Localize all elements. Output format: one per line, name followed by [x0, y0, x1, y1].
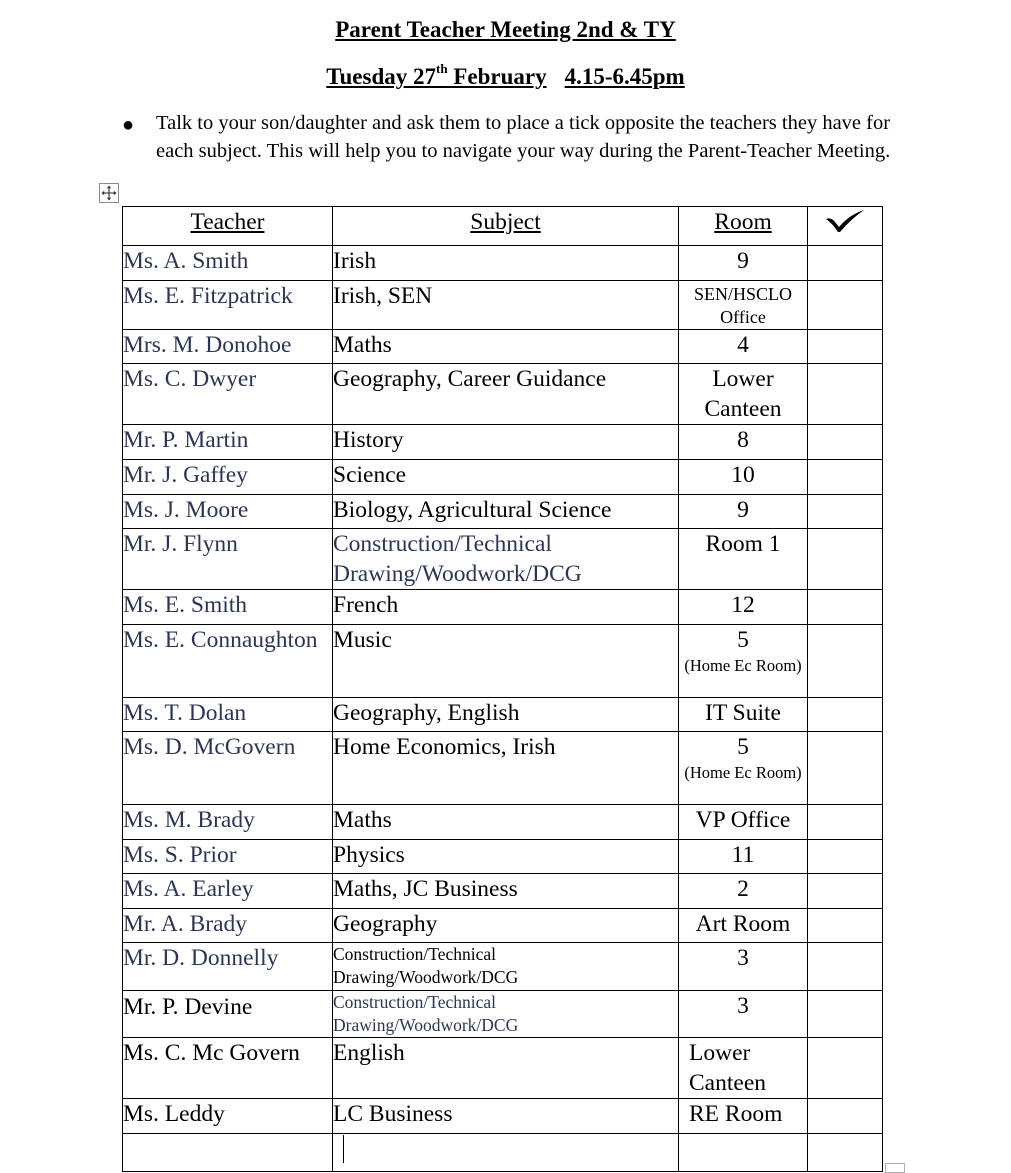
teacher-cell[interactable]: [123, 1134, 333, 1172]
teacher-cell: Ms. D. McGovern: [123, 732, 333, 805]
table-row: [123, 698, 883, 732]
table-row: [123, 281, 883, 330]
room-cell: 9: [679, 246, 808, 281]
room-cell: 8: [679, 425, 808, 460]
table-row: [123, 425, 883, 460]
tick-cell[interactable]: [808, 529, 883, 590]
date-ordinal-suffix: th: [436, 61, 448, 77]
table-row: [123, 529, 883, 590]
teacher-cell: Mrs. M. Donohoe: [123, 330, 333, 364]
date-rest: February: [447, 64, 547, 89]
table-row: [123, 246, 883, 281]
table-row: [123, 1134, 883, 1172]
teacher-cell: Ms. S. Prior: [123, 840, 333, 874]
meeting-time: 4.15-6.45pm: [564, 64, 685, 89]
table-row: [123, 840, 883, 874]
teacher-cell: Ms. A. Smith: [123, 246, 333, 281]
subject-cell: Irish: [333, 246, 679, 281]
room-cell: Lower Canteen: [679, 364, 808, 425]
tick-cell[interactable]: [808, 1134, 883, 1172]
tick-cell[interactable]: [808, 246, 883, 281]
room-cell: 4: [679, 330, 808, 364]
page-title: [0, 16, 1011, 44]
checkmark-icon: [823, 207, 867, 233]
subject-cell[interactable]: [333, 1134, 679, 1172]
header-subject: Subject: [333, 207, 679, 246]
subject-cell: English: [333, 1038, 679, 1099]
tick-cell[interactable]: [808, 364, 883, 425]
teacher-cell: Ms. C. Dwyer: [123, 364, 333, 425]
table-row: [123, 364, 883, 425]
room-cell: 10: [679, 460, 808, 495]
room-cell: 11: [679, 840, 808, 874]
room-cell[interactable]: [679, 1134, 808, 1172]
teacher-table: [122, 206, 883, 1172]
subject-cell: History: [333, 425, 679, 460]
room-cell: VP Office: [679, 805, 808, 840]
subject-cell: Biology, Agricultural Science: [333, 495, 679, 529]
subject-cell: Maths: [333, 330, 679, 364]
title-text: Parent Teacher Meeting 2nd & TY: [335, 17, 676, 42]
tick-cell[interactable]: [808, 330, 883, 364]
text-cursor: [343, 1135, 344, 1163]
room-cell: 12: [679, 590, 808, 625]
tick-cell[interactable]: [808, 732, 883, 805]
room-cell: IT Suite: [679, 698, 808, 732]
subject-cell: Maths, JC Business: [333, 874, 679, 909]
subject-cell: French: [333, 590, 679, 625]
tick-cell[interactable]: [808, 874, 883, 909]
room-cell: Lower Canteen: [679, 1038, 808, 1099]
room-cell: 2: [679, 874, 808, 909]
room-note: (Home Ec Room): [684, 763, 802, 782]
table-resize-handle[interactable]: [885, 1163, 905, 1173]
subject-cell: Science: [333, 460, 679, 495]
teacher-cell: Ms. T. Dolan: [123, 698, 333, 732]
teacher-cell: Mr. A. Brady: [123, 909, 333, 943]
tick-cell[interactable]: [808, 590, 883, 625]
header-tick: [808, 207, 883, 246]
bullet-icon: ●: [122, 114, 135, 136]
room-number: 5: [737, 734, 749, 760]
subject-cell: Construction/Technical Drawing/Woodwork/DCG: [333, 529, 679, 590]
room-number: 5: [737, 627, 749, 653]
room-cell: RE Room: [679, 1099, 808, 1134]
table-row: [123, 460, 883, 495]
room-cell: 3: [679, 943, 808, 991]
teacher-cell: Ms. J. Moore: [123, 495, 333, 529]
teacher-cell: Mr. J. Gaffey: [123, 460, 333, 495]
date-prefix: Tuesday 27: [326, 64, 437, 89]
meeting-date: [326, 61, 547, 89]
teacher-cell: Mr. P. Devine: [123, 991, 333, 1038]
teacher-cell: Mr. J. Flynn: [123, 529, 333, 590]
header-teacher: Teacher: [123, 207, 333, 246]
teacher-cell: Ms. E. Connaughton: [123, 625, 333, 698]
table-row: [123, 909, 883, 943]
table-row: [123, 495, 883, 529]
subject-cell: LC Business: [333, 1099, 679, 1134]
subject-cell: Maths: [333, 805, 679, 840]
room-cell: [679, 732, 808, 805]
subject-cell: Music: [333, 625, 679, 698]
table-row: [123, 732, 883, 805]
header-room: Room: [679, 207, 808, 246]
room-cell: Room 1: [679, 529, 808, 590]
meeting-date-time: [0, 63, 1011, 91]
tick-cell[interactable]: [808, 1038, 883, 1099]
tick-cell[interactable]: [808, 1099, 883, 1134]
tick-cell[interactable]: [808, 425, 883, 460]
table-row: [123, 1099, 883, 1134]
subject-cell: Irish, SEN: [333, 281, 679, 330]
tick-cell[interactable]: [808, 625, 883, 698]
table-row: [123, 805, 883, 840]
table-row: [123, 590, 883, 625]
table-row: [123, 330, 883, 364]
tick-cell[interactable]: [808, 991, 883, 1038]
teacher-cell: Mr. P. Martin: [123, 425, 333, 460]
table-row: [123, 874, 883, 909]
tick-cell[interactable]: [808, 495, 883, 529]
table-header-row: [123, 207, 883, 246]
subject-cell: Physics: [333, 840, 679, 874]
subject-cell: Geography: [333, 909, 679, 943]
tick-cell[interactable]: [808, 460, 883, 495]
tick-cell[interactable]: [808, 281, 883, 330]
tick-cell[interactable]: [808, 698, 883, 732]
tick-cell[interactable]: [808, 943, 883, 991]
tick-cell[interactable]: [808, 909, 883, 943]
teacher-cell: Ms. Leddy: [123, 1099, 333, 1134]
instruction-text: Talk to your son/daughter and ask them to place a tick opposite the teachers they have for each subject. This will help you to navigate your way during the Parent-Teacher Meeting.: [156, 112, 891, 162]
table-row: [123, 1038, 883, 1099]
room-cell: [679, 625, 808, 698]
teacher-cell: Ms. E. Fitzpatrick: [123, 281, 333, 330]
tick-cell[interactable]: [808, 805, 883, 840]
teacher-cell: Mr. D. Donnelly: [123, 943, 333, 991]
subject-cell: Geography, Career Guidance: [333, 364, 679, 425]
table-row: [123, 943, 883, 991]
tick-cell[interactable]: [808, 840, 883, 874]
room-cell: 3: [679, 991, 808, 1038]
move-handle-icon[interactable]: [99, 183, 119, 203]
table-row: [123, 625, 883, 698]
teacher-cell: Ms. M. Brady: [123, 805, 333, 840]
room-cell: 9: [679, 495, 808, 529]
subject-cell: Construction/Technical Drawing/Woodwork/DCG: [333, 943, 679, 991]
room-cell: SEN/HSCLO Office: [679, 281, 808, 330]
subject-cell: Geography, English: [333, 698, 679, 732]
room-cell: Art Room: [679, 909, 808, 943]
teacher-cell: Ms. E. Smith: [123, 590, 333, 625]
room-note: (Home Ec Room): [684, 656, 802, 675]
teacher-cell: Ms. C. Mc Govern: [123, 1038, 333, 1099]
subject-cell: Home Economics, Irish: [333, 732, 679, 805]
subject-cell: Construction/Technical Drawing/Woodwork/DCG: [333, 991, 679, 1038]
table-row: [123, 991, 883, 1038]
teacher-cell: Ms. A. Earley: [123, 874, 333, 909]
